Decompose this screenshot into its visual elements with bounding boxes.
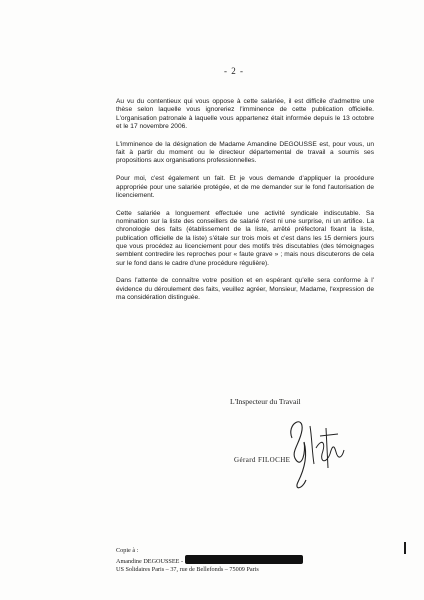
- letter-body: [116, 98, 374, 312]
- handwritten-signature: [282, 408, 352, 494]
- copies-line-1: [116, 555, 303, 566]
- copies-line-2: US Solidaires Paris – 37, rue de Bellefonds – 75009 Paris: [116, 565, 259, 573]
- paragraph-1: Au vu du contentieux qui vous oppose à cette salariée, il est difficile d'admettre une thèse selon laquelle vous ignoreriez l'imminence de cette publication officielle. L'organisation patronale à laquelle vous appartenez était informée depuis le 13 octobre et le 17 novembre 2006.: [116, 98, 374, 130]
- signatory-title: L'Inspecteur du Travail: [230, 397, 301, 406]
- scan-edge-mark: [404, 542, 406, 554]
- page-number: - 2 -: [224, 66, 244, 76]
- copies-block: [116, 547, 303, 573]
- paragraph-3: Pour moi, c'est également un fait. Et je vous demande d'appliquer la procédure appropriée pour une salariée protégée, et de me demander sur le fond l'autorisation de licenciement.: [116, 175, 374, 199]
- signatory-name: Gérard FILOCHE: [234, 456, 291, 464]
- copies-recipient: Amandine DEGOUSSEE -: [116, 557, 184, 565]
- copies-label: Copie à :: [116, 547, 139, 554]
- paragraph-4: Cette salariée a longuement effectuée une activité syndicale indiscutable. Sa nomination sur la liste des conseillers de salarié n'est ni une surprise, ni un artifice. La chronologie des faits (établissement de la liste, arrêté préfectoral fixant la liste, publication officielle de la liste) s'étale sur trois mois et c'est dans les 15 derniers jours que vous procédez au licenciement pour des motifs très discutables (des témoignages semblent contredire les reproches pour « faute grave » ; mais nous discuterons de cela sur le fond dans le cadre d'une procédure régulière).: [116, 209, 374, 267]
- paragraph-2: L'imminence de la désignation de Madame Amandine DEGOUSSE est, pour vous, un fait à partir du moment ou le directeur départemental de travail a soumis ses propositions aux organisations professionnelles.: [116, 140, 374, 165]
- redaction-bar: [185, 555, 303, 564]
- paragraph-5: Dans l'attente de connaître votre position et en espérant qu'elle sera conforme à l' évidence du déroulement des faits, veuillez agréer, Monsieur, Madame, l'expression de ma considération distinguée.: [116, 277, 374, 302]
